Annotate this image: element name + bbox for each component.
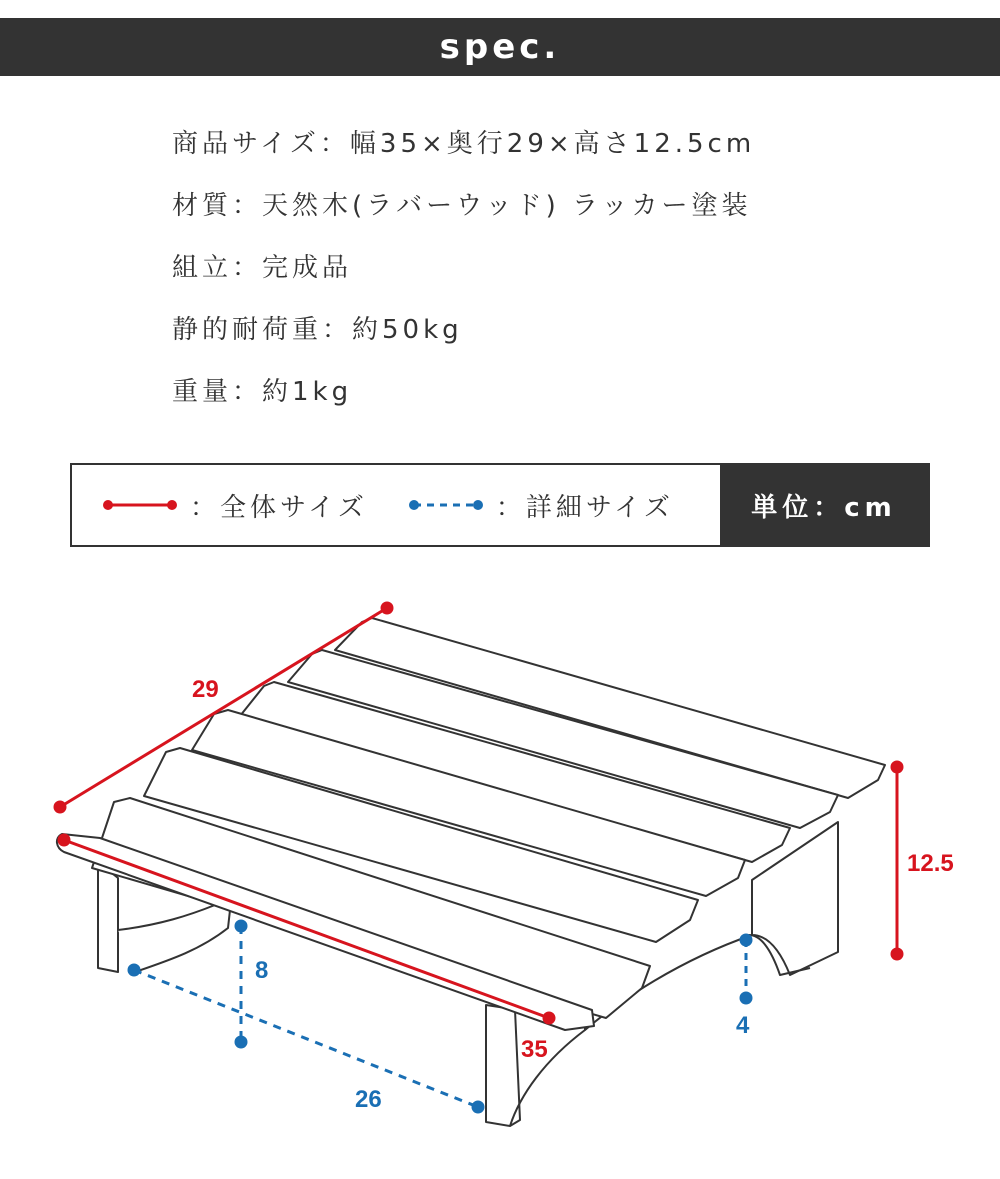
spec-title: spec.	[439, 27, 561, 67]
red-line-icon	[102, 498, 178, 512]
blue-dashed-line-icon	[408, 498, 484, 512]
dimension-legend	[70, 463, 930, 547]
spec-header	[0, 18, 1000, 76]
legend-detail-label: ：詳細サイズ	[495, 492, 674, 523]
height-label: 12.5	[907, 850, 954, 877]
spec-list	[172, 120, 932, 430]
unit-label: 単位：cm	[720, 465, 928, 545]
spec-weight: 重量：約1kg	[172, 377, 353, 407]
spec-size: 商品サイズ：幅35×奥行29×高さ12.5cm	[172, 129, 756, 159]
width-label: 35	[521, 1036, 548, 1063]
depth-label: 29	[192, 676, 219, 703]
legend-overall	[102, 487, 368, 524]
spec-assembly: 組立：完成品	[172, 253, 353, 283]
legend-overall-label: ：全体サイズ	[190, 492, 368, 523]
spec-load-capacity: 静的耐荷重：約50kg	[172, 315, 463, 345]
foot-height-label: 4	[736, 1012, 750, 1039]
legend-detail	[408, 487, 674, 524]
legend-keys	[72, 465, 720, 545]
inner-height-label: 8	[255, 957, 269, 984]
footrest-diagram	[0, 590, 1000, 1179]
spec-material: 材質：天然木(ラバーウッド) ラッカー塗装	[172, 191, 752, 221]
leg-gap-label: 26	[355, 1086, 382, 1113]
footrest-illustration	[57, 618, 885, 1126]
